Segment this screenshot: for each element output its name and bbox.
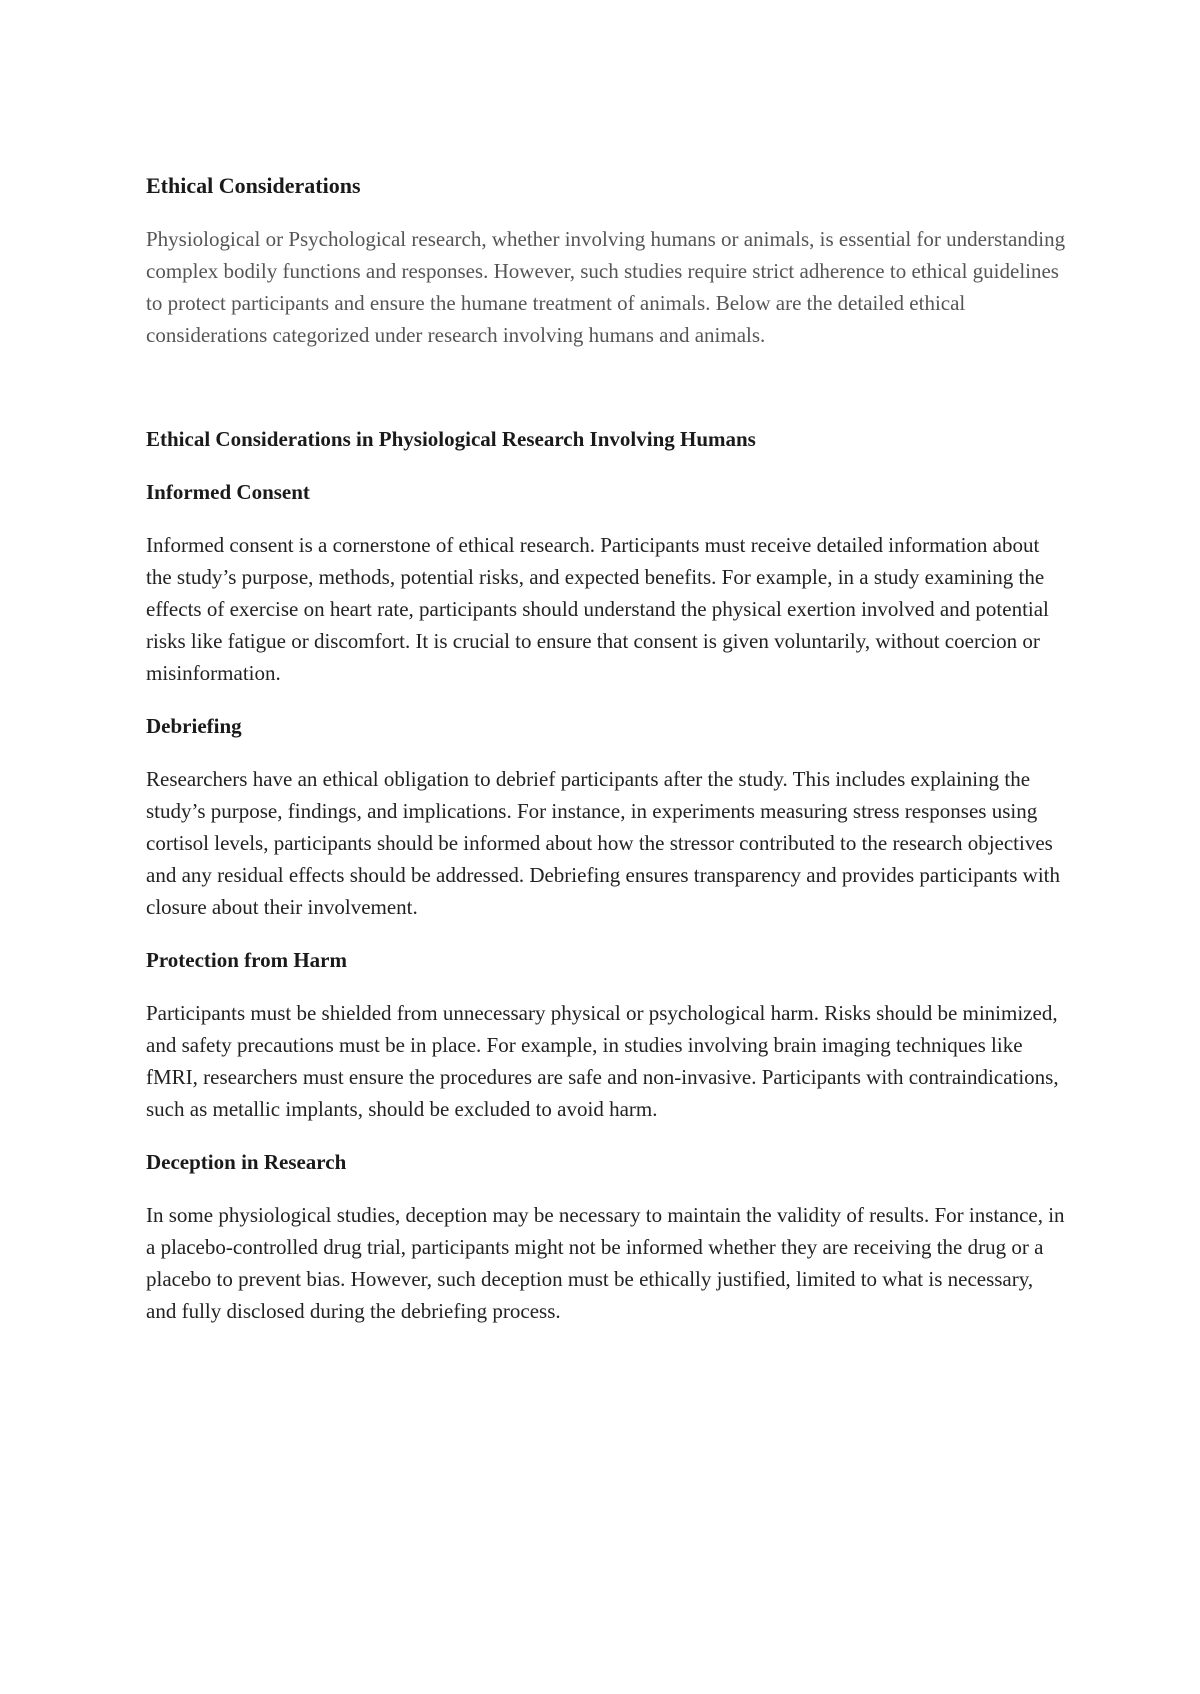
subsection-debriefing bbox=[146, 710, 1066, 923]
subsection-body: Researchers have an ethical obligation to debrief participants after the study. This includes explaining the study’s purpose, findings, and implications. For instance, in experiments measuring stress responses using cortisol levels, participants should be informed about how the stressor contributed to the research objectives and any residual effects should be addressed. Debriefing ensures transparency and provides participants with closure about their involvement. bbox=[146, 767, 1060, 919]
subsection-heading: Deception in Research bbox=[146, 1150, 347, 1174]
subsection-heading: Informed Consent bbox=[146, 480, 310, 504]
intro-paragraph: Physiological or Psychological research, whether involving humans or animals, is essential for understanding complex bodily functions and responses. However, such studies require strict adherence to ethical guidelines to protect participants and ensure the humane treatment of animals. Below are the detailed ethical considerations categorized under research involving humans and animals. bbox=[146, 227, 1066, 347]
document-title: Ethical Considerations bbox=[146, 173, 361, 198]
section-title: Ethical Considerations in Physiological Research Involving Humans bbox=[146, 427, 756, 451]
subsection-body: Informed consent is a cornerstone of ethical research. Participants must receive detailed information about the study’s purpose, methods, potential risks, and expected benefits. For example, in a study examining the effects of exercise on heart rate, participants should understand the physical exertion involved and potential risks like fatigue or discomfort. It is crucial to ensure that consent is given voluntarily, without coercion or misinformation. bbox=[146, 533, 1049, 685]
subsection-heading: Debriefing bbox=[146, 714, 242, 738]
document-page bbox=[146, 170, 1066, 1348]
subsection-deception-in-research bbox=[146, 1146, 1066, 1327]
subsection-protection-from-harm bbox=[146, 944, 1066, 1125]
subsection-body: Participants must be shielded from unnecessary physical or psychological harm. Risks should be minimized, and safety precautions must be in place. For example, in studies involving brain imaging techniques like fMRI, researchers must ensure the procedures are safe and non-invasive. Participants with contraindications, such as metallic implants, should be excluded to avoid harm. bbox=[146, 1001, 1059, 1121]
subsection-heading: Protection from Harm bbox=[146, 948, 347, 972]
subsection-informed-consent bbox=[146, 476, 1066, 689]
subsection-body: In some physiological studies, deception may be necessary to maintain the validity of results. For instance, in a placebo-controlled drug trial, participants might not be informed whether they are receiving the drug or a placebo to prevent bias. However, such deception must be ethically justified, limited to what is necessary, and fully disclosed during the debriefing process. bbox=[146, 1203, 1065, 1323]
